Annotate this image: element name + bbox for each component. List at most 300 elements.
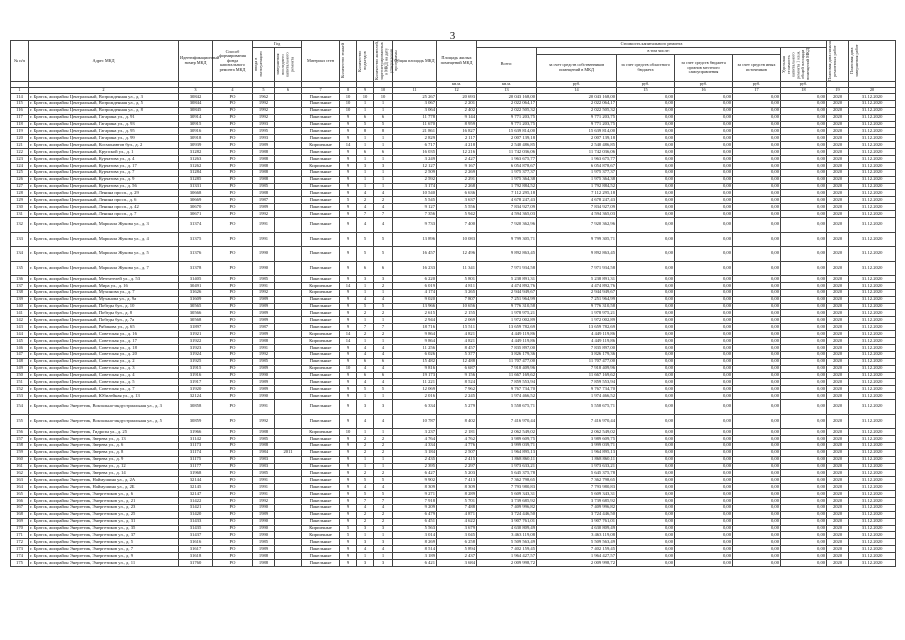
cell-address: г. Братск, жилрайон Центральный, Гагарина ул., д. 93 bbox=[29, 121, 179, 128]
cell-living-area: 12 496 bbox=[437, 247, 477, 262]
cell-unit-price: 0,00 bbox=[781, 559, 827, 566]
cell-end-date: 31.12.2020 bbox=[849, 121, 896, 128]
cell-year-built: 1989 bbox=[253, 546, 275, 553]
cell-house-id: 31263 bbox=[179, 156, 213, 163]
cell-owners-cost: 7 835 897,00 bbox=[537, 344, 617, 351]
cell-other-sources: 0,00 bbox=[733, 289, 781, 296]
cell-wall-material: Панельные bbox=[302, 135, 340, 142]
cell-end-date: 31.12.2020 bbox=[849, 232, 896, 247]
cell-other-sources: 0,00 bbox=[733, 162, 781, 169]
cell-entrances: 1 bbox=[357, 156, 374, 163]
cell-end-date: 31.12.2020 bbox=[849, 169, 896, 176]
cell-living-area: 7 413 bbox=[437, 477, 477, 484]
cell-house-id: 30858 bbox=[179, 400, 213, 415]
cell-unit-price: 0,00 bbox=[781, 282, 827, 289]
cell-regional-budget: 0,00 bbox=[617, 197, 675, 204]
cell-end-date: 31.12.2020 bbox=[849, 190, 896, 197]
cell-total-cost: 15 639 814,00 bbox=[477, 128, 537, 135]
cell-fund-method: РО bbox=[213, 169, 253, 176]
column-number-cell: 19 bbox=[827, 88, 849, 94]
cell-row-number: 163 bbox=[11, 477, 29, 484]
cell-regional-budget: 0,00 bbox=[617, 532, 675, 539]
table-row bbox=[11, 94, 896, 101]
cell-unit-price: 0,00 bbox=[781, 456, 827, 463]
cell-entrances: 1 bbox=[357, 142, 374, 149]
cell-fund-method: РО bbox=[213, 261, 253, 276]
cell-owners-cost: 5 645 375,78 bbox=[537, 470, 617, 477]
cell-year-built: 1989 bbox=[253, 296, 275, 303]
cell-year-repair bbox=[275, 351, 302, 358]
cell-total-cost: 11 742 036,06 bbox=[477, 149, 537, 156]
cell-total-cost: 20 043 168,00 bbox=[477, 94, 537, 101]
cell-residents: 4 bbox=[374, 504, 393, 511]
cell-start-year: 2020 bbox=[827, 532, 849, 539]
cell-house-id: 31968 bbox=[179, 470, 213, 477]
cell-year-repair bbox=[275, 176, 302, 183]
cell-wall-material: Панельные bbox=[302, 121, 340, 128]
cell-fund-method: РО bbox=[213, 470, 253, 477]
cell-residents: 2 bbox=[374, 197, 393, 204]
cell-year-repair bbox=[275, 491, 302, 498]
cell-total-area: 7 918 bbox=[393, 497, 437, 504]
cell-living-area: 7 400 bbox=[437, 218, 477, 233]
cell-end-date: 31.12.2020 bbox=[849, 470, 896, 477]
cell-year-built: 1988 bbox=[253, 149, 275, 156]
cell-owners-cost: 11 667 169,62 bbox=[537, 372, 617, 379]
cell-unit-price: 0,00 bbox=[781, 176, 827, 183]
cell-address: г. Братск, жилрайон Энергетик, Энергетиков ул., д. 9 bbox=[29, 553, 179, 560]
table-row bbox=[11, 232, 896, 247]
cell-regional-budget: 0,00 bbox=[617, 121, 675, 128]
cell-unit-price: 0,00 bbox=[781, 386, 827, 393]
cell-end-date: 31.12.2020 bbox=[849, 518, 896, 525]
cell-other-sources: 0,00 bbox=[733, 261, 781, 276]
cell-start-year: 2020 bbox=[827, 429, 849, 436]
cell-fund-method: РО bbox=[213, 107, 253, 114]
column-number-cell: 1 bbox=[11, 88, 29, 94]
cell-entrances: 3 bbox=[357, 400, 374, 415]
cell-row-number: 158 bbox=[11, 442, 29, 449]
cell-floors: 9 bbox=[340, 400, 357, 415]
cell-residents: 8 bbox=[374, 128, 393, 135]
cell-floors: 9 bbox=[340, 546, 357, 553]
table-header bbox=[11, 41, 896, 94]
cell-unit-price: 0,00 bbox=[781, 449, 827, 456]
header-id: Идентификационный номер МКД bbox=[179, 41, 213, 82]
cell-floors: 9 bbox=[340, 463, 357, 470]
cell-local-budget: 0,00 bbox=[675, 429, 733, 436]
cell-row-number: 167 bbox=[11, 504, 29, 511]
cell-start-year: 2020 bbox=[827, 303, 849, 310]
cell-year-built: 1984 bbox=[253, 449, 275, 456]
cell-other-sources: 0,00 bbox=[733, 442, 781, 449]
cell-floors: 9 bbox=[340, 310, 357, 317]
cell-wall-material: Кирпичные bbox=[302, 142, 340, 149]
cell-address: г. Братск, жилрайон Центральный, Ленина просп., д. 29 bbox=[29, 190, 179, 197]
cell-house-id: 31378 bbox=[179, 261, 213, 276]
cell-residents: 1 bbox=[374, 429, 393, 436]
cell-year-repair bbox=[275, 149, 302, 156]
cell-owners-cost: 4 449 119,86 bbox=[537, 331, 617, 338]
cell-living-area: 2 427 bbox=[437, 156, 477, 163]
cell-residents: 4 bbox=[374, 546, 393, 553]
cell-owners-cost: 3 463 119,08 bbox=[537, 532, 617, 539]
table-row bbox=[11, 121, 896, 128]
cell-year-repair bbox=[275, 142, 302, 149]
cell-other-sources: 0,00 bbox=[733, 317, 781, 324]
cell-total-cost: 1 963 675,77 bbox=[477, 156, 537, 163]
cell-owners-cost: 5 509 563,49 bbox=[537, 539, 617, 546]
cell-start-year: 2020 bbox=[827, 449, 849, 456]
cell-year-built: 1988 bbox=[253, 156, 275, 163]
cell-wall-material: Панельные bbox=[302, 149, 340, 156]
cell-house-id: 32147 bbox=[179, 491, 213, 498]
table-row bbox=[11, 276, 896, 283]
cell-entrances: 6 bbox=[357, 149, 374, 156]
cell-fund-method: РО bbox=[213, 484, 253, 491]
cell-entrances: 2 bbox=[357, 511, 374, 518]
cell-end-date: 31.12.2020 bbox=[849, 559, 896, 566]
cell-row-number: 144 bbox=[11, 331, 29, 338]
cell-residents: 3 bbox=[374, 400, 393, 415]
cell-address: г. Братск, жилрайон Энергетик, Зверева ул., д. 13 bbox=[29, 435, 179, 442]
cell-start-year: 2020 bbox=[827, 435, 849, 442]
cell-wall-material: Панельные bbox=[302, 449, 340, 456]
cell-address: г. Братск, жилрайон Энергетик, Энергетиков ул., д. 7 bbox=[29, 546, 179, 553]
cell-row-number: 165 bbox=[11, 491, 29, 498]
cell-entrances: 3 bbox=[357, 559, 374, 566]
cell-year-built: 1990 bbox=[253, 525, 275, 532]
cell-start-year: 2020 bbox=[827, 559, 849, 566]
cell-entrances: 1 bbox=[357, 135, 374, 142]
cell-total-cost: 1 975 364,38 bbox=[477, 176, 537, 183]
cell-living-area: 2 437 bbox=[437, 553, 477, 560]
cell-floors: 9 bbox=[340, 114, 357, 121]
cell-start-year: 2020 bbox=[827, 358, 849, 365]
cell-fund-method: РО bbox=[213, 491, 253, 498]
cell-other-sources: 0,00 bbox=[733, 400, 781, 415]
cell-owners-cost: 7 362 798,65 bbox=[537, 477, 617, 484]
cell-total-area: 11 778 bbox=[393, 114, 437, 121]
cell-row-number: 139 bbox=[11, 296, 29, 303]
cell-row-number: 142 bbox=[11, 317, 29, 324]
cell-row-number: 115 bbox=[11, 100, 29, 107]
cell-unit-price: 0,00 bbox=[781, 511, 827, 518]
table-row bbox=[11, 463, 896, 470]
cell-fund-method: РО bbox=[213, 149, 253, 156]
cell-end-date: 31.12.2020 bbox=[849, 511, 896, 518]
cell-start-year: 2020 bbox=[827, 456, 849, 463]
cell-total-cost: 7 971 934,58 bbox=[477, 261, 537, 276]
column-number-cell: 11 bbox=[393, 88, 437, 94]
cell-year-repair: 2011 bbox=[275, 449, 302, 456]
cell-regional-budget: 0,00 bbox=[617, 372, 675, 379]
cell-residents: 1 bbox=[374, 169, 393, 176]
cell-residents: 3 bbox=[374, 539, 393, 546]
cell-start-year: 2020 bbox=[827, 261, 849, 276]
cell-fund-method: РО bbox=[213, 162, 253, 169]
cell-local-budget: 0,00 bbox=[675, 190, 733, 197]
cell-local-budget: 0,00 bbox=[675, 365, 733, 372]
cell-total-area: 16 035 bbox=[393, 149, 437, 156]
cell-address: г. Братск, жилрайон Центральный, Гагарина ул., д. 99 bbox=[29, 135, 179, 142]
cell-total-area: 8 309 bbox=[393, 484, 437, 491]
header-year-repair: завершения последнего капитального ремонта bbox=[275, 48, 302, 82]
cell-total-area: 3 184 bbox=[393, 449, 437, 456]
table-row bbox=[11, 532, 896, 539]
cell-living-area: 16 827 bbox=[437, 128, 477, 135]
cell-unit-price: 0,00 bbox=[781, 414, 827, 429]
cell-row-number: 147 bbox=[11, 351, 29, 358]
cell-unit-price: 0,00 bbox=[781, 197, 827, 204]
cell-residents: 1 bbox=[374, 176, 393, 183]
cell-owners-cost: 11 707 477,00 bbox=[537, 358, 617, 365]
cell-address: г. Братск, жилрайон Центральный, Советская ул., д. 4 bbox=[29, 372, 179, 379]
cell-owners-cost: 1 963 675,77 bbox=[537, 156, 617, 163]
cell-other-sources: 0,00 bbox=[733, 372, 781, 379]
cell-year-repair bbox=[275, 324, 302, 331]
cell-living-area: 2 117 bbox=[437, 135, 477, 142]
cell-entrances: 4 bbox=[357, 379, 374, 386]
cell-regional-budget: 0,00 bbox=[617, 211, 675, 218]
cell-residents: 7 bbox=[374, 497, 393, 504]
cell-total-cost: 9 892 863,45 bbox=[477, 247, 537, 262]
cell-total-cost: 1 972 002,89 bbox=[477, 317, 537, 324]
cell-fund-method: РО bbox=[213, 497, 253, 504]
cell-row-number: 175 bbox=[11, 559, 29, 566]
cell-year-repair bbox=[275, 553, 302, 560]
cell-regional-budget: 0,00 bbox=[617, 442, 675, 449]
cell-total-area: 9 864 bbox=[393, 331, 437, 338]
cell-total-cost: 9 771 203,75 bbox=[477, 121, 537, 128]
cell-wall-material: Панельные bbox=[302, 559, 340, 566]
cell-total-cost: 11 667 169,62 bbox=[477, 372, 537, 379]
cell-address: г. Братск, жилрайон Энергетик, Зверева ул., д. 9 bbox=[29, 456, 179, 463]
cell-year-repair bbox=[275, 484, 302, 491]
cell-address: г. Братск, жилрайон Энергетик, Энергетиков ул., д. 25 bbox=[29, 511, 179, 518]
cell-total-area: 12 127 bbox=[393, 162, 437, 169]
cell-floors: 9 bbox=[340, 504, 357, 511]
cell-regional-budget: 0,00 bbox=[617, 169, 675, 176]
cell-local-budget: 0,00 bbox=[675, 176, 733, 183]
cell-start-year: 2020 bbox=[827, 289, 849, 296]
cell-row-number: 138 bbox=[11, 289, 29, 296]
cell-year-repair bbox=[275, 169, 302, 176]
cell-total-cost: 7 402 159,45 bbox=[477, 546, 537, 553]
cell-regional-budget: 0,00 bbox=[617, 504, 675, 511]
table-row bbox=[11, 149, 896, 156]
cell-wall-material: Панельные bbox=[302, 204, 340, 211]
cell-row-number: 168 bbox=[11, 511, 29, 518]
cell-local-budget: 0,00 bbox=[675, 100, 733, 107]
cell-residents: 3 bbox=[374, 525, 393, 532]
cell-year-built: 1988 bbox=[253, 338, 275, 345]
cell-unit-price: 0,00 bbox=[781, 484, 827, 491]
cell-regional-budget: 0,00 bbox=[617, 429, 675, 436]
cell-entrances: 5 bbox=[357, 477, 374, 484]
cell-living-area: 20 693 bbox=[437, 94, 477, 101]
cell-address: г. Братск, жилрайон Центральный, Курчатова ул., д. 9 bbox=[29, 176, 179, 183]
header-total-area: Общая площадь МКД bbox=[393, 41, 437, 82]
table-row bbox=[11, 344, 896, 351]
column-number-cell: 8 bbox=[340, 88, 357, 94]
cell-start-year: 2020 bbox=[827, 470, 849, 477]
cell-start-year: 2020 bbox=[827, 121, 849, 128]
table-row bbox=[11, 114, 896, 121]
cell-end-date: 31.12.2020 bbox=[849, 100, 896, 107]
cell-start-year: 2020 bbox=[827, 204, 849, 211]
cell-residents: 4 bbox=[374, 218, 393, 233]
header-including: в том числе: bbox=[537, 48, 781, 55]
cell-end-date: 31.12.2020 bbox=[849, 135, 896, 142]
cell-start-year: 2020 bbox=[827, 218, 849, 233]
cell-unit-price: 0,00 bbox=[781, 183, 827, 190]
cell-regional-budget: 0,00 bbox=[617, 162, 675, 169]
cell-owners-cost: 7 251 964,99 bbox=[537, 296, 617, 303]
cell-wall-material: Панельные bbox=[302, 211, 340, 218]
cell-residents: 4 bbox=[374, 190, 393, 197]
cell-year-built: 1991 bbox=[253, 344, 275, 351]
cell-row-number: 164 bbox=[11, 484, 29, 491]
cell-wall-material: Панельные bbox=[302, 372, 340, 379]
cell-residents: 10 bbox=[374, 94, 393, 101]
cell-address: г. Братск, жилрайон Энергетик, Зверева ул., д. 6 bbox=[29, 442, 179, 449]
cell-house-id: 30915 bbox=[179, 121, 213, 128]
header-end-date: Плановая дата завершения работ bbox=[849, 41, 896, 82]
cell-address: г. Братск, жилрайон Энергетик, Энергетиков ул., д. 11 bbox=[29, 559, 179, 566]
cell-total-area: 2 395 bbox=[393, 463, 437, 470]
cell-wall-material: Панельные bbox=[302, 379, 340, 386]
cell-year-built: 1991 bbox=[253, 218, 275, 233]
cell-regional-budget: 0,00 bbox=[617, 183, 675, 190]
cell-start-year: 2020 bbox=[827, 114, 849, 121]
cell-address: г. Братск, жилрайон Энергетик, Зверева ул., д. 12 bbox=[29, 463, 179, 470]
cell-owners-cost: 7 416 970,44 bbox=[537, 414, 617, 429]
cell-fund-method: РО bbox=[213, 114, 253, 121]
cell-house-id: 30916 bbox=[179, 128, 213, 135]
cell-floors: 9 bbox=[340, 449, 357, 456]
table-row bbox=[11, 190, 896, 197]
cell-row-number: 121 bbox=[11, 142, 29, 149]
cell-residents: 3 bbox=[374, 162, 393, 169]
cell-house-id: 31422 bbox=[179, 497, 213, 504]
cell-year-built: 1991 bbox=[253, 477, 275, 484]
cell-living-area: 3 684 bbox=[437, 559, 477, 566]
cell-local-budget: 0,00 bbox=[675, 559, 733, 566]
cell-total-area: 25 267 bbox=[393, 94, 437, 101]
cell-year-built: 1985 bbox=[253, 539, 275, 546]
cell-entrances: 1 bbox=[357, 338, 374, 345]
cell-address: г. Братск, жилрайон Центральный, Муханова ул., д. 9а bbox=[29, 296, 179, 303]
cell-owners-cost: 7 971 934,58 bbox=[537, 261, 617, 276]
cell-unit-price: 0,00 bbox=[781, 463, 827, 470]
cell-owners-cost: 5 238 891,31 bbox=[537, 276, 617, 283]
cell-year-repair bbox=[275, 135, 302, 142]
header-residents: Количество жителей, зарегистрированных в МКД на дату утверждения программы bbox=[374, 41, 399, 81]
cell-residents: 2 bbox=[374, 511, 393, 518]
cell-other-sources: 0,00 bbox=[733, 546, 781, 553]
cell-residents: 2 bbox=[374, 282, 393, 289]
cell-start-year: 2020 bbox=[827, 310, 849, 317]
table-row bbox=[11, 429, 896, 436]
table-row bbox=[11, 218, 896, 233]
cell-year-built: 1989 bbox=[253, 142, 275, 149]
cell-end-date: 31.12.2020 bbox=[849, 351, 896, 358]
cell-unit-price: 0,00 bbox=[781, 525, 827, 532]
cell-year-repair bbox=[275, 539, 302, 546]
cell-owners-cost: 1 975 377,37 bbox=[537, 169, 617, 176]
cell-year-built: 1985 bbox=[253, 435, 275, 442]
cell-house-id: 30566 bbox=[179, 310, 213, 317]
cell-total-area: 3 067 bbox=[393, 100, 437, 107]
cell-row-number: 131 bbox=[11, 211, 29, 218]
cell-address: г. Братск, жилрайон Энергетик, Вокзально-индустриальная ул., д. 5 bbox=[29, 414, 179, 429]
cell-other-sources: 0,00 bbox=[733, 435, 781, 442]
cell-total-area: 2 016 bbox=[393, 393, 437, 400]
cell-living-area: 8 457 bbox=[437, 344, 477, 351]
cell-local-budget: 0,00 bbox=[675, 94, 733, 101]
cell-entrances: 6 bbox=[357, 261, 374, 276]
cell-row-number: 159 bbox=[11, 449, 29, 456]
cell-living-area: 3 265 bbox=[437, 289, 477, 296]
cell-living-area: 9 167 bbox=[437, 162, 477, 169]
cell-end-date: 31.12.2020 bbox=[849, 484, 896, 491]
cell-owners-cost: 4 594 365,03 bbox=[537, 211, 617, 218]
cell-entrances: 4 bbox=[357, 204, 374, 211]
cell-total-cost: 1 964 895,13 bbox=[477, 449, 537, 456]
cell-other-sources: 0,00 bbox=[733, 121, 781, 128]
cell-end-date: 31.12.2020 bbox=[849, 497, 896, 504]
cell-year-built: 1991 bbox=[253, 484, 275, 491]
column-number-cell: 9 bbox=[357, 88, 374, 94]
table-row bbox=[11, 100, 896, 107]
cell-wall-material: Панельные bbox=[302, 504, 340, 511]
table-row bbox=[11, 142, 896, 149]
cell-other-sources: 0,00 bbox=[733, 303, 781, 310]
cell-owners-cost: 7 859 553,94 bbox=[537, 379, 617, 386]
cell-year-built: 1988 bbox=[253, 176, 275, 183]
cell-total-cost: 5 609 343,31 bbox=[477, 491, 537, 498]
cell-unit-price: 0,00 bbox=[781, 114, 827, 121]
cell-other-sources: 0,00 bbox=[733, 553, 781, 560]
cell-entrances: 1 bbox=[357, 282, 374, 289]
cell-total-cost: 7 416 970,44 bbox=[477, 414, 537, 429]
cell-year-repair bbox=[275, 331, 302, 338]
cell-house-id: 31617 bbox=[179, 546, 213, 553]
cell-fund-method: РО bbox=[213, 296, 253, 303]
cell-total-area: 9 127 bbox=[393, 204, 437, 211]
cell-fund-method: РО bbox=[213, 393, 253, 400]
cell-unit-price: 0,00 bbox=[781, 204, 827, 211]
cell-wall-material: Панельные bbox=[302, 442, 340, 449]
table-row bbox=[11, 261, 896, 276]
cell-entrances: 5 bbox=[357, 491, 374, 498]
cell-end-date: 31.12.2020 bbox=[849, 303, 896, 310]
table-row bbox=[11, 393, 896, 400]
cell-fund-method: РО bbox=[213, 190, 253, 197]
cell-regional-budget: 0,00 bbox=[617, 511, 675, 518]
cell-row-number: 173 bbox=[11, 546, 29, 553]
cell-address: г. Братск, жилрайон Энергетик, Наймушина ул., д. 2А bbox=[29, 477, 179, 484]
cell-year-built: 1993 bbox=[253, 121, 275, 128]
cell-floors: 9 bbox=[340, 261, 357, 276]
table-row bbox=[11, 511, 896, 518]
cell-year-built: 1989 bbox=[253, 365, 275, 372]
cell-year-built: 1990 bbox=[253, 393, 275, 400]
cell-year-built: 1992 bbox=[253, 289, 275, 296]
cell-start-year: 2020 bbox=[827, 539, 849, 546]
cell-total-cost: 7 793 980,83 bbox=[477, 484, 537, 491]
